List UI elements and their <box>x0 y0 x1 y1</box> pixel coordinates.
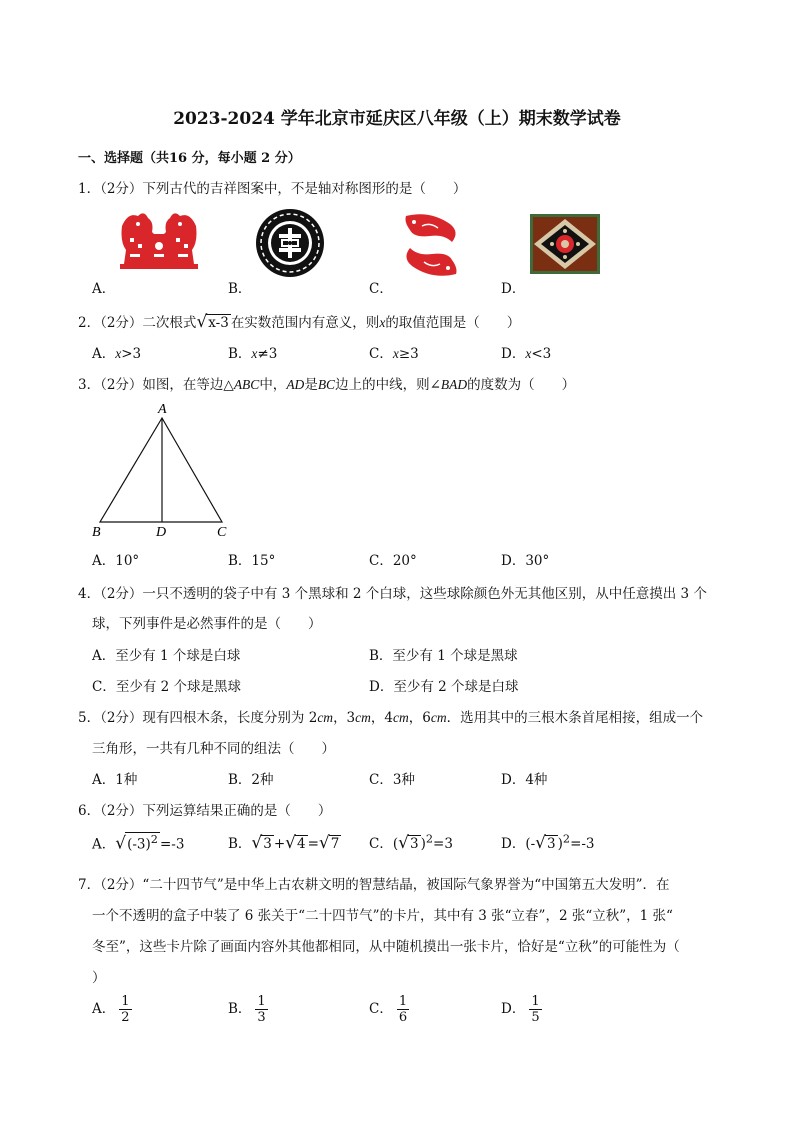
q5-text-c: ，4 <box>370 710 393 726</box>
q4-option-a: A．至少有 1 个球是白球 <box>92 648 241 664</box>
unit-cm: cm <box>355 710 371 725</box>
question-7-line-1: 7．（2分）“二十四节气”是中华上古农耕文明的智慧结晶，被国际气象界誉为“中国第五大发明”．在 <box>78 877 670 893</box>
option-label: B． <box>228 1001 252 1017</box>
option-label: B． <box>228 836 252 852</box>
q7-option-b <box>228 994 268 1025</box>
q2-option-a <box>92 342 141 362</box>
q3-text-4: 边上的中线，则∠ <box>335 377 441 393</box>
option-label: C． <box>369 836 393 852</box>
q3-angle-bad: BAD <box>440 377 468 392</box>
q3-option-d: D．30° <box>501 553 550 569</box>
question-4-line-1: 4．（2分）一只不透明的袋子中有 3 个黑球和 2 个白球，这些球除颜色外无其他区别，从中任意摸出 3 个 <box>78 586 707 602</box>
q2-option-c <box>369 342 419 362</box>
page-title: 2023-2024 学年北京市延庆区八年级（上）期末数学试卷 <box>173 109 621 129</box>
fraction <box>397 994 409 1025</box>
option-value: >3 <box>121 346 142 362</box>
open-paren: ( <box>392 836 399 852</box>
q5-option-b: B．2种 <box>228 772 274 788</box>
question-7-line-3: 冬至”，这些卡片除了画面内容外其他都相同，从中随机摸出一张卡片，恰好是“立秋”的可能性为（ <box>92 939 680 955</box>
numerator: 1 <box>531 994 540 1009</box>
q4-option-c: C．至少有 2 个球是黑球 <box>92 679 242 695</box>
vertex-b-label: B <box>92 525 101 540</box>
option-variable: x <box>251 346 258 361</box>
numerator: 1 <box>398 994 408 1009</box>
q1-option-a: A． <box>92 281 116 297</box>
equals-sign: = <box>307 836 319 852</box>
q3-option-b: B．15° <box>228 553 276 569</box>
radicand: 7 <box>330 836 340 852</box>
question-5-line-1 <box>78 706 703 726</box>
q1-option-b: B． <box>228 281 252 297</box>
unit-cm: cm <box>393 710 409 725</box>
radical-sign: √ <box>115 833 127 854</box>
q3-triangle-name: ABC <box>233 377 260 392</box>
option-label: D． <box>501 836 526 852</box>
triangle-diagram <box>88 398 238 540</box>
q7-option-d <box>501 994 542 1025</box>
close-paren: ) <box>420 836 426 852</box>
denominator: 6 <box>398 1010 408 1025</box>
exponent: 2 <box>150 833 158 846</box>
radical-sign: √ <box>251 833 263 853</box>
q2-variable: x <box>379 315 386 330</box>
question-4-line-2: 球，下列事件是必然事件的是（ ） <box>92 616 322 632</box>
close-paren: ) <box>557 836 563 852</box>
q2-text-pre: 2．（2分）二次根式 <box>78 315 197 331</box>
option-label: C． <box>369 1001 393 1017</box>
twin-fish-image <box>400 210 462 280</box>
option-label: A． <box>92 836 116 853</box>
unit-cm: cm <box>317 710 334 725</box>
q4-option-d: D．至少有 2 个球是白球 <box>369 679 519 695</box>
option-result: =-3 <box>159 836 185 853</box>
q3-text-1: 3．（2分）如图，在等边△ <box>78 377 234 393</box>
q2-option-b <box>228 342 277 362</box>
radical-sign: √ <box>196 312 208 332</box>
fraction <box>529 994 541 1025</box>
q1-option-c: C． <box>369 281 393 297</box>
radical-sign: √ <box>285 833 297 853</box>
question-6-text: 6．（2分）下列运算结果正确的是（ ） <box>78 803 332 819</box>
option-variable: x <box>525 346 532 361</box>
q2-text-post: 的取值范围是（ ） <box>385 315 521 331</box>
q7-option-c <box>369 994 409 1025</box>
radicand: 3 <box>547 836 556 852</box>
fraction <box>119 994 131 1025</box>
question-5-line-2: 三角形，一共有几种不同的组法（ ） <box>92 741 335 757</box>
option-variable: x <box>392 346 399 361</box>
radical-sign: √ <box>535 833 547 853</box>
q4-option-b: B．至少有 1 个球是黑球 <box>369 648 518 664</box>
q5-text-e: ．选用其中的三根木条首尾相接，组成一个 <box>446 710 704 726</box>
section-heading: 一、选择题（共16 分，每小题 2 分） <box>78 151 301 166</box>
point-d-label: D <box>156 525 167 540</box>
exponent: 2 <box>562 832 571 846</box>
question-3-text <box>78 373 575 393</box>
q6-option-c <box>369 832 453 853</box>
fraction <box>255 994 267 1025</box>
question-2-text <box>78 311 520 332</box>
radical-sign: √ <box>318 833 330 853</box>
numerator: 1 <box>257 994 266 1009</box>
radicand: 4 <box>297 836 306 852</box>
radicand: 3 <box>263 836 272 852</box>
q1-option-d: D． <box>501 281 526 297</box>
q6-option-b <box>228 832 341 853</box>
question-7-line-2: 一个不透明的盒子中装了 6 张关于“二十四节气”的卡片，其中有 3 张“立春”，2 张“立秋”，1 张“ <box>92 908 673 924</box>
q5-text-b: ，3 <box>333 710 356 726</box>
q2-option-d <box>501 342 551 362</box>
option-label: A． <box>92 346 116 362</box>
denominator: 3 <box>257 1010 266 1025</box>
radical-sign: √ <box>398 833 409 853</box>
option-label: D． <box>501 346 526 362</box>
option-variable: x <box>115 346 122 361</box>
q5-option-c: C．3种 <box>369 772 415 788</box>
option-label: C． <box>369 346 393 362</box>
option-label: B． <box>228 346 252 362</box>
option-value: ≠3 <box>257 346 278 362</box>
open-paren: (- <box>525 836 536 852</box>
square-pattern-image <box>530 214 600 274</box>
question-7-line-4: ） <box>92 970 106 986</box>
option-value: ≥3 <box>398 346 419 362</box>
radicand: 3 <box>409 836 419 852</box>
option-result: =3 <box>433 836 453 852</box>
denominator: 2 <box>121 1010 130 1025</box>
unit-cm: cm <box>430 710 447 725</box>
option-label: D． <box>501 1001 526 1017</box>
q6-option-d <box>501 832 595 853</box>
q3-text-3: 是 <box>304 377 318 393</box>
q2-text-mid: 在实数范围内有意义，则 <box>230 315 380 331</box>
q3-segment-ad: AD <box>286 377 305 392</box>
q2-radicand: x-3 <box>208 315 229 331</box>
rooster-papercut-image <box>118 208 200 270</box>
q5-option-a: A．1种 <box>92 772 138 788</box>
option-label: A． <box>92 1001 116 1017</box>
denominator: 5 <box>531 1010 540 1025</box>
numerator: 1 <box>121 994 130 1009</box>
q5-text-d: ，6 <box>408 710 431 726</box>
vertex-a-label: A <box>158 402 167 417</box>
round-emblem-image <box>255 208 325 278</box>
option-result: =-3 <box>570 836 595 852</box>
q5-option-d: D．4种 <box>501 772 548 788</box>
radicand <box>125 832 160 853</box>
q5-text-a: 5．（2分）现有四根木条，长度分别为 2 <box>78 710 318 726</box>
q3-text-5: 的度数为（ ） <box>467 377 576 393</box>
q3-option-a: A．10° <box>92 553 140 569</box>
exponent: 2 <box>425 832 434 846</box>
q7-option-a <box>92 994 132 1025</box>
q3-segment-bc: BC <box>317 377 336 392</box>
q3-text-2: 中， <box>259 377 287 393</box>
q3-option-c: C．20° <box>369 553 417 569</box>
vertex-c-label: C <box>217 525 227 540</box>
option-value: <3 <box>531 346 552 362</box>
question-1-text: 1．（2分）下列古代的吉祥图案中，不是轴对称图形的是（ ） <box>78 181 467 197</box>
q6-option-a <box>92 832 184 854</box>
plus-sign: + <box>273 836 286 852</box>
radicand-value: (-3) <box>127 836 151 853</box>
